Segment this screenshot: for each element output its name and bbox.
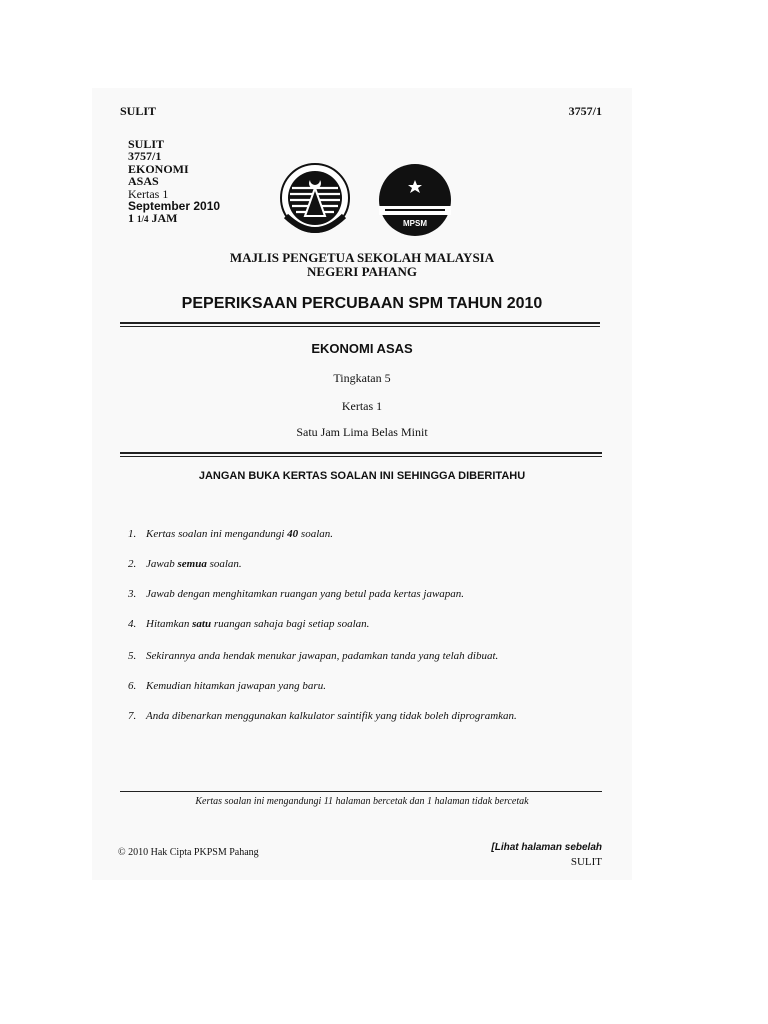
council-line1: MAJLIS PENGETUA SEKOLAH MALAYSIA	[229, 250, 495, 265]
subject-paper: Kertas 1	[341, 399, 383, 413]
footer-rule	[120, 791, 602, 792]
instruction-item: 2. Jawab semua soalan.	[128, 558, 242, 570]
meta-line-code: 3757/1	[128, 149, 162, 164]
title-rule-bottom	[120, 326, 600, 327]
next-page-note: [Lihat halaman sebelah	[491, 842, 602, 853]
pages-note: Kertas soalan ini mengandungi 11 halaman bercetak dan 1 halaman tidak bercetak	[195, 796, 529, 807]
title-rule-top	[120, 322, 600, 324]
ministry-crest-logo	[272, 158, 358, 244]
subject-name: EKONOMI ASAS	[311, 341, 413, 356]
copyright-notice: © 2010 Hak Cipta PKPSM Pahang	[118, 847, 259, 858]
instruction-item: 1. Kertas soalan ini mengandungi 40 soalan.	[128, 528, 334, 540]
header-code: 3757/1	[568, 104, 602, 118]
header-classification: SULIT	[120, 104, 157, 118]
duration-fraction: 1/4	[137, 214, 149, 225]
footer-classification: SULIT	[570, 856, 602, 868]
warning-rule-bottom	[120, 456, 602, 457]
mpsm-logo	[375, 162, 455, 238]
instruction-item: 3. Jawab dengan menghitamkan ruangan yang betul pada kertas jawapan.	[128, 588, 465, 600]
do-not-open-warning: JANGAN BUKA KERTAS SOALAN INI SEHINGGA DIBERITAHU	[198, 470, 526, 482]
instruction-item: 5. Sekirannya anda hendak menukar jawapan, padamkan tanda yang telah dibuat.	[128, 650, 499, 662]
council-line2: NEGERI PAHANG	[307, 264, 417, 279]
instruction-item: 4. Hitamkan satu ruangan sahaja bagi setiap soalan.	[128, 618, 370, 630]
instructions-list	[128, 528, 618, 740]
duration-whole: 1	[128, 211, 134, 226]
exam-title: PEPERIKSAAN PERCUBAAN SPM TAHUN 2010	[181, 295, 543, 312]
meta-line-subject2: ASAS	[128, 174, 159, 189]
subject-duration: Satu Jam Lima Belas Minit	[296, 425, 428, 439]
meta-line-date: September 2010	[128, 199, 221, 214]
meta-line-paper: Kertas 1	[128, 186, 169, 201]
meta-line-sulit: SULIT	[128, 137, 165, 151]
meta-line-duration	[128, 212, 220, 225]
duration-unit: JAM	[151, 211, 178, 226]
meta-line-subject: EKONOMI	[128, 161, 189, 176]
exam-cover-page	[92, 88, 632, 880]
instruction-item: 7. Anda dibenarkan menggunakan kalkulator saintifik yang tidak boleh diprogramkan.	[128, 710, 517, 722]
meta-block	[128, 138, 220, 226]
warning-rule-top	[120, 452, 602, 454]
mpsm-logo-text: MPSM	[403, 219, 427, 228]
council-heading	[92, 251, 632, 279]
instruction-item: 6. Kemudian hitamkan jawapan yang baru.	[128, 680, 326, 692]
subject-form: Tingkatan 5	[333, 371, 391, 385]
